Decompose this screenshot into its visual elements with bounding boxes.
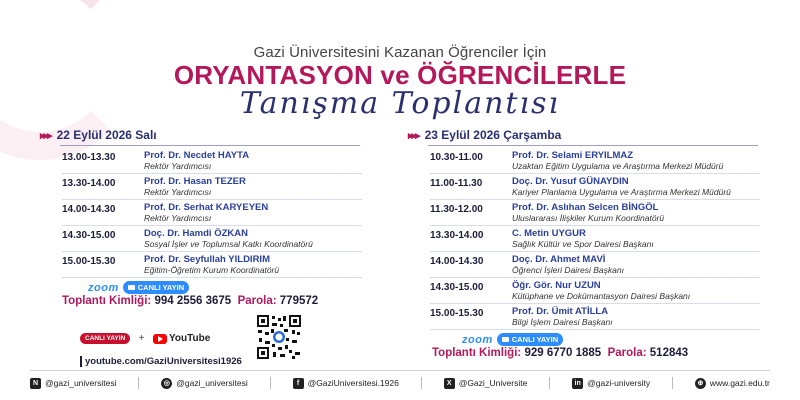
- session-time: 13.30-14.00: [430, 230, 484, 241]
- speaker-name: Doç. Dr. Ahmet MAVİ: [512, 254, 606, 265]
- speaker-name: Prof. Dr. Necdet HAYTA: [144, 150, 250, 161]
- qr-code[interactable]: [256, 314, 302, 360]
- speaker-role: Kütüphane ve Dokümantasyon Dairesi Başkanı: [512, 291, 691, 301]
- day1-meeting-info: [62, 295, 318, 307]
- schedule-row: [430, 200, 760, 226]
- footer-divider: [30, 370, 770, 371]
- row-divider: [430, 329, 760, 330]
- password-value: 779572: [279, 295, 319, 307]
- youtube-play-icon: [153, 334, 167, 344]
- password-value: 512843: [649, 347, 689, 359]
- schedule-row: [430, 148, 760, 174]
- session-time: 14.00-14.30: [62, 204, 116, 215]
- zoom-live-badge: CANLI YAYIN: [123, 281, 189, 294]
- youtube-url[interactable]: youtube.com/GaziUniversitesi1926: [80, 356, 242, 367]
- social-link[interactable]: [695, 378, 770, 389]
- schedule-row: [430, 226, 760, 252]
- meeting-id-label: Toplantı Kimliği:: [62, 295, 152, 307]
- youtube-logo: YouTube: [153, 333, 210, 344]
- camera-icon: [128, 285, 135, 290]
- speaker-name: Prof. Dr. Selami ERYILMAZ: [512, 150, 634, 161]
- day2-heading: ▸▸▸ 23 Eylül 2026 Çarşamba: [408, 128, 562, 142]
- speaker-name: Prof. Dr. Ümit ATİLLA: [512, 306, 609, 317]
- speaker-name: Prof. Dr. Hasan TEZER: [144, 176, 246, 187]
- session-time: 11.00-11.30: [430, 178, 483, 189]
- camera-icon: [502, 337, 509, 342]
- speaker-role: Sağlık Kültür ve Spor Dairesi Başkanı: [512, 239, 654, 249]
- meeting-id-value: 994 2556 3675: [154, 295, 232, 307]
- speaker-name: Öğr. Gör. Nur UZUN: [512, 280, 601, 291]
- speaker-name: Doç. Dr. Hamdi ÖZKAN: [144, 228, 248, 239]
- session-time: 10.30-11.00: [430, 152, 483, 163]
- youtube-block: [80, 330, 242, 367]
- footer-separator: [138, 377, 139, 389]
- schedule-row: [430, 174, 760, 200]
- session-time: 11.30-12.00: [430, 204, 483, 215]
- linkedin-icon: in: [572, 378, 583, 389]
- password-label: Parola:: [607, 347, 647, 359]
- social-link[interactable]: [444, 378, 528, 389]
- speaker-name: Doç. Dr. Yusuf GÜNAYDIN: [512, 176, 629, 187]
- social-handle: @gazi-university: [587, 378, 651, 388]
- instagram-icon: ◎: [161, 378, 172, 389]
- schedule-row: [430, 304, 760, 330]
- poster-title: ORYANTASYON ve ÖĞRENCİLERLE: [173, 60, 627, 90]
- social-link[interactable]: [30, 378, 116, 389]
- social-handle: @gazi_universitesi: [45, 378, 117, 388]
- speaker-name: Prof. Dr. Serhat KARYEYEN: [144, 202, 269, 213]
- day1-heading: ▸▸▸ 22 Eylül 2026 Salı: [40, 128, 157, 142]
- social-link[interactable]: [161, 378, 247, 389]
- social-handle: www.gazi.edu.tr: [709, 378, 770, 388]
- session-time: 13.00-13.30: [62, 152, 116, 163]
- footer-separator: [672, 377, 673, 389]
- schedule-row: [430, 278, 760, 304]
- speaker-role: Rektör Yardımcısı: [144, 187, 212, 197]
- speaker-role: Sosyal İşler ve Toplumsal Katkı Koordinatörü: [144, 239, 313, 249]
- row-divider: [62, 277, 362, 278]
- live-stream-badge: CANLI YAYIN: [80, 333, 130, 344]
- day2-zoom-banner[interactable]: [462, 333, 563, 346]
- day2-meeting-info: [432, 347, 688, 359]
- social-handle: @gazi_universitesi: [176, 378, 248, 388]
- day1-zoom-banner[interactable]: [88, 281, 189, 294]
- footer-separator: [421, 377, 422, 389]
- session-time: 14.00-14.30: [430, 256, 484, 267]
- footer-separator: [270, 377, 271, 389]
- poster-script-title: Tanışma Toplantısı: [239, 86, 561, 121]
- session-time: 15.00-15.30: [430, 308, 484, 319]
- globe-icon: ⊕: [695, 378, 706, 389]
- speaker-role: Bilgi İşlem Dairesi Başkanı: [512, 317, 613, 327]
- speaker-role: Kariyer Planlama Uygulama ve Araştırma Merkezi Müdürü: [512, 187, 731, 197]
- speaker-name: Prof. Dr. Seyfullah YILDIRIM: [144, 254, 270, 265]
- speaker-name: C. Metin UYGUR: [512, 228, 586, 239]
- zoom-live-badge: CANLI YAYIN: [497, 333, 563, 346]
- session-time: 15.00-15.30: [62, 256, 116, 267]
- poster-subtitle: Gazi Üniversitesini Kazanan Öğrenciler İçin: [253, 44, 547, 61]
- arrows-icon: ▸▸▸: [408, 130, 419, 142]
- footer-separator: [549, 377, 550, 389]
- social-handle: @GaziUniversitesi.1926: [307, 378, 399, 388]
- password-label: Parola:: [237, 295, 277, 307]
- session-time: 13.30-14.00: [62, 178, 116, 189]
- speaker-role: Eğitim-Öğretim Kurum Koordinatörü: [144, 265, 280, 275]
- day2-divider: [428, 145, 758, 146]
- footer-socials: [30, 377, 770, 389]
- speaker-name: Prof. Dr. Aslıhan Selcen BİNGÖL: [512, 202, 659, 213]
- schedule-row: [62, 226, 362, 252]
- social-link[interactable]: [572, 378, 650, 389]
- day1-divider: [60, 145, 360, 146]
- meeting-id-value: 929 6770 1885: [524, 347, 602, 359]
- schedule-row: [62, 252, 362, 278]
- speaker-role: Rektör Yardımcısı: [144, 161, 212, 171]
- arrows-icon: ▸▸▸: [40, 130, 51, 142]
- meeting-id-label: Toplantı Kimliği:: [432, 347, 522, 359]
- schedule-row: [62, 148, 362, 174]
- x-icon: X: [444, 378, 455, 389]
- speaker-role: Uzaktan Eğitim Uygulama ve Araştırma Merkezi Müdürü: [512, 161, 724, 171]
- speaker-role: Öğrenci İşleri Dairesi Başkanı: [512, 265, 624, 275]
- schedule-row: [62, 200, 362, 226]
- session-time: 14.30-15.00: [430, 282, 484, 293]
- social-handle: @Gazi_Universite: [458, 378, 528, 388]
- zoom-logo: zoom: [462, 333, 493, 346]
- speaker-role: Rektör Yardımcısı: [144, 213, 212, 223]
- plus-sign: +: [138, 333, 145, 345]
- speaker-role: Uluslararası İlişkiler Kurum Koordinatörü: [512, 213, 665, 223]
- n-icon: N: [30, 378, 41, 389]
- session-time: 14.30-15.00: [62, 230, 116, 241]
- social-link[interactable]: [293, 378, 399, 389]
- schedule-row: [62, 174, 362, 200]
- zoom-logo: zoom: [88, 281, 119, 294]
- facebook-icon: f: [293, 378, 304, 389]
- schedule-row: [430, 252, 760, 278]
